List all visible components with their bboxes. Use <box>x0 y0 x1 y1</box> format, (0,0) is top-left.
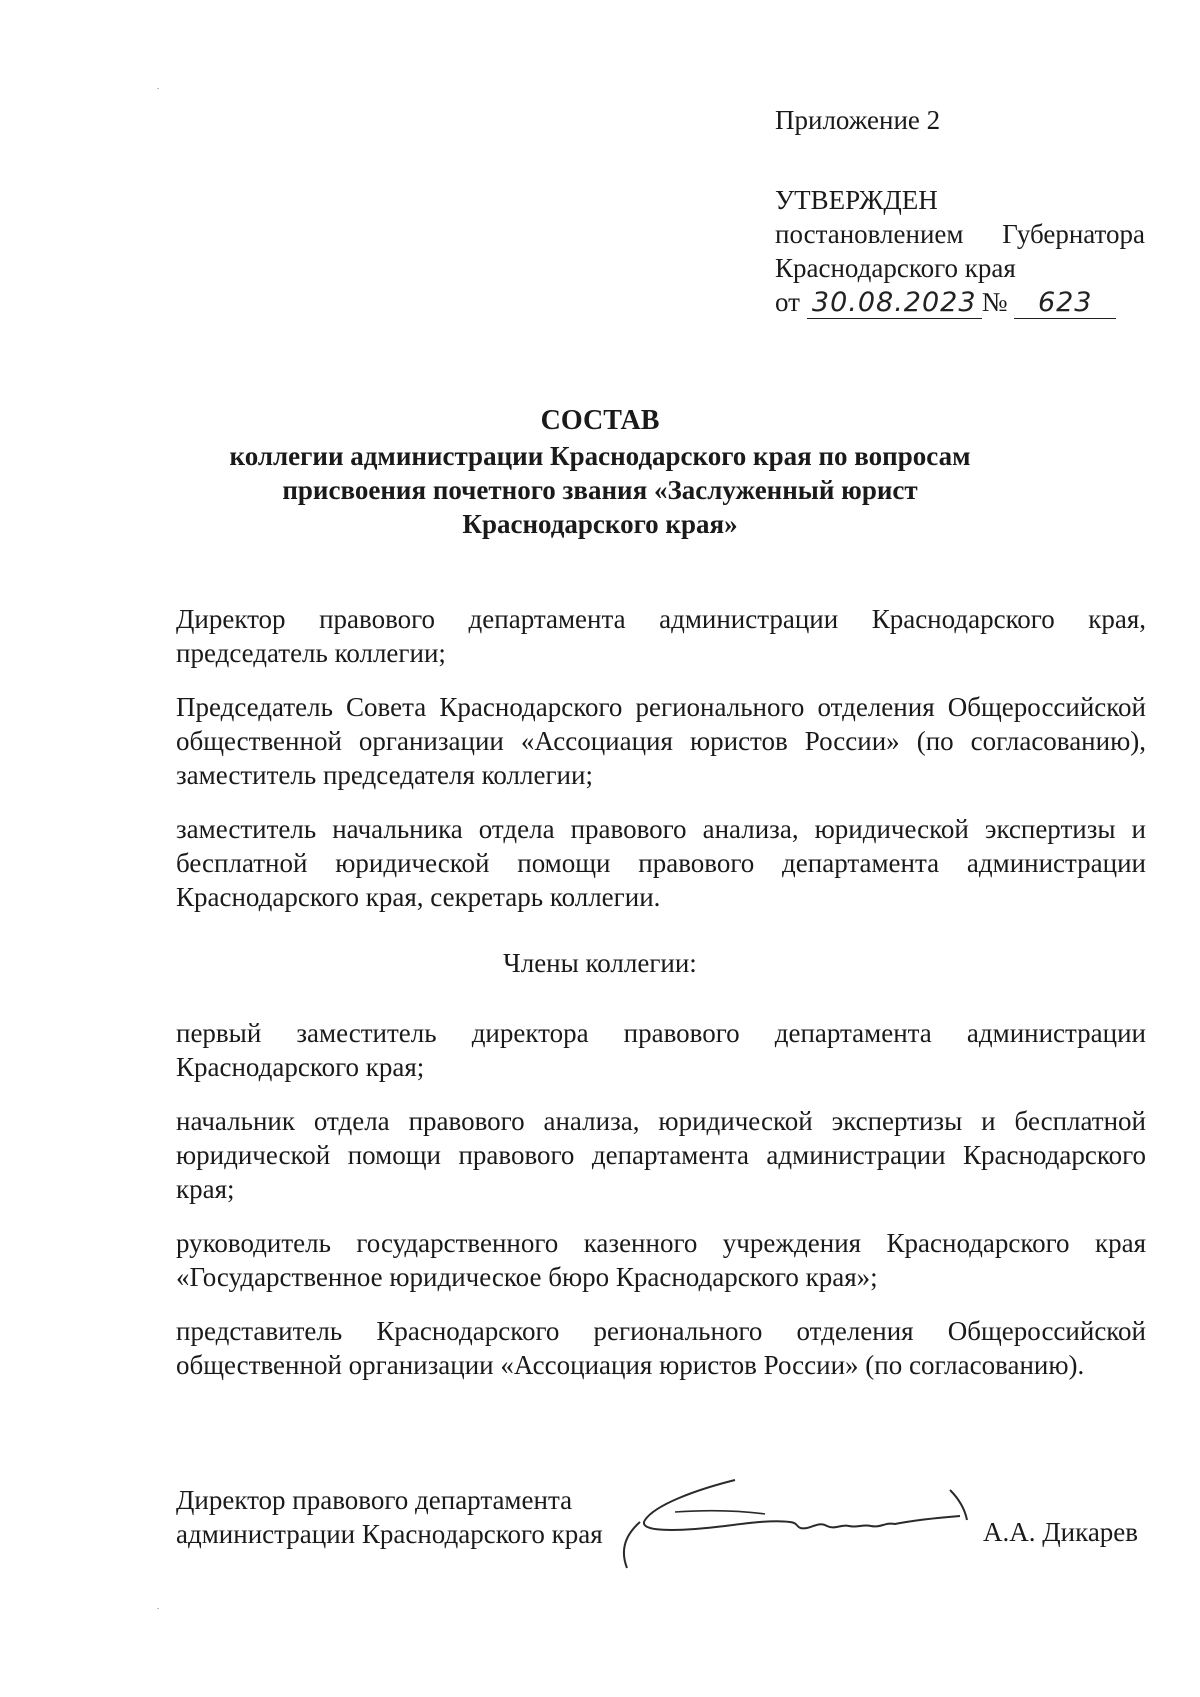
member-deputy-chairman: Председатель Совета Краснодарского регионального отделения Общероссийской общественной организации «Ассоциация юристов России» (по согласованию), заместитель председателя коллегии; <box>176 692 1146 790</box>
member-chairman: Директор правового департамента администрации Краснодарского края, председатель коллегии; <box>176 604 1146 668</box>
title-heading: СОСТАВ <box>540 405 660 436</box>
title-line: Краснодарского края» <box>462 509 738 539</box>
scan-speck <box>157 1608 159 1609</box>
approval-date-line <box>775 285 1145 319</box>
member-item: руководитель государственного казенного учреждения Краснодарского края «Государственное юридическое бюро Краснодарского края»; <box>176 1228 1146 1292</box>
handwritten-signature <box>615 1470 995 1580</box>
signatory-position-line: администрации Краснодарского края <box>176 1519 603 1549</box>
approval-block <box>775 103 1145 319</box>
signatory-position-line: Директор правового департамента <box>176 1485 573 1515</box>
date-prefix: от <box>775 287 800 317</box>
handwritten-number: 623 <box>1014 288 1116 319</box>
approval-region: Краснодарского края <box>775 253 1016 283</box>
members-heading: Члены коллегии: <box>503 948 697 978</box>
document-title <box>0 404 1200 541</box>
scan-speck <box>157 88 159 89</box>
number-sign: № <box>981 287 1008 317</box>
approved-by-word: постановлением <box>775 219 964 249</box>
member-item: представитель Краснодарского регионального отделения Общероссийской общественной организации «Ассоциация юристов России» (по согласованию). <box>176 1316 1146 1380</box>
member-item: первый заместитель директора правового департамента администрации Краснодарского края; <box>176 1018 1146 1082</box>
approved-label: УТВЕРЖДЕН <box>775 185 938 215</box>
handwritten-date: 30.08.2023 <box>807 288 982 319</box>
title-line: присвоения почетного звания «Заслуженный юрист <box>282 475 918 505</box>
approved-by-whom: Губернатора <box>1002 219 1145 249</box>
member-item: начальник отдела правового анализа, юридической экспертизы и бесплатной юридической помощи правового департамента администрации Краснодарского края; <box>176 1106 1146 1204</box>
title-line: коллегии администрации Краснодарского края по вопросам <box>229 441 971 471</box>
appendix-label: Приложение 2 <box>775 105 941 135</box>
signatory-name: А.А. Дикарев <box>983 1517 1139 1547</box>
member-secretary: заместитель начальника отдела правового анализа, юридической экспертизы и бесплатной юридической помощи правового департамента администрации Краснодарского края, секретарь коллегии. <box>176 814 1146 912</box>
approved-by-line <box>775 217 1145 251</box>
signatory-position <box>176 1483 603 1551</box>
